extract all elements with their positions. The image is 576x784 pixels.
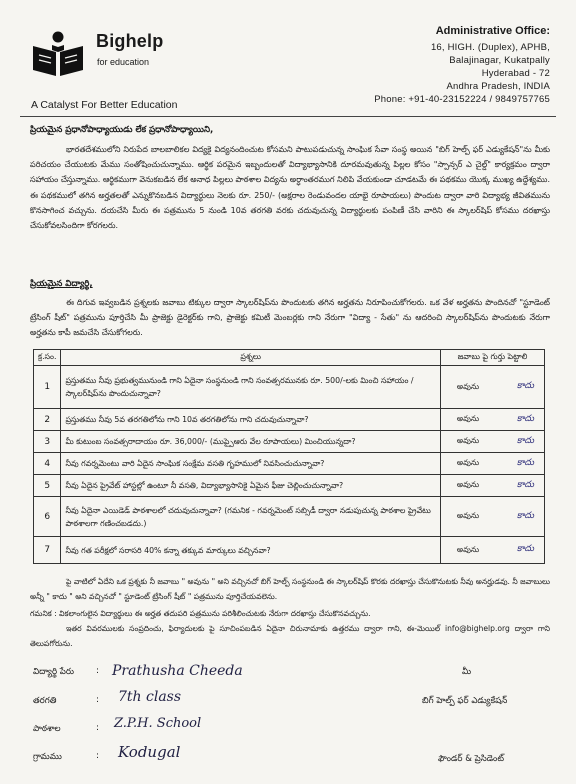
contact-note: [30, 621, 550, 653]
answer-mark[interactable]: కాదు: [516, 457, 534, 468]
answer-cell: [440, 453, 544, 475]
answer-cell: [440, 537, 544, 564]
student-name-label: విద్యార్థి పేరు: [33, 667, 74, 677]
signatory-role: ఫౌండర్ & ప్రెసిడెంట్: [438, 754, 504, 764]
student-salutation: ప్రియమైన విద్యార్థి,: [30, 279, 93, 289]
col-header-num: క్ర.సం.: [34, 350, 61, 366]
col-header-question: ప్రశ్నలు: [61, 350, 440, 366]
student-text: ఈ దిగువ ఇవ్వబడిన ప్రశ్నలకు జవాబు టిక్కుల ద్వారా స్కాలర్‌షిప్‌ను పొందుటకు తగిన అర్హతను నిరూపించుకోగలరు. ఒక వేళ అర్హతను పొందినచో "స్టూడెంట్ ట్రేసింగ్ షీట్" పత్రమును పూర్తిచేసి మీ ప్రాజెక్టు డైరెక్టర్‌కు గాని, ప్రాజెక్టు కమిటీ మెంబర్లకు గాని నేరుగా "విద్యా - సేతు" ను ఆదరించి స్కాలర్‌షిప్‌ను పొందుటకు నేరుగా అర్హతను కాపీ జమచేసి చేసుకోగలరు.: [30, 298, 550, 338]
table-row: [34, 366, 545, 409]
tagline: A Catalyst For Better Education: [31, 99, 178, 111]
row-number: 2: [34, 409, 61, 431]
note-text: పై వాటిలో ఏదేని ఒక ప్రశ్నకు నీ జవాబు " అవును " అని వచ్చినచో బిగ్ హెల్ప్ సంస్థనుండి ఈ స్కాలర్‌షిప్ కొరకు దరఖాస్తు చేసుకొనుటకు నీవు అనర్హుడవు. నీ జవాబులు అన్నీ " కాదు " అని వచ్చినచో " స్టూడెంట్ ట్రేసింగ్ షీట్ " పత్రమును పూర్తిచేయవలెను.: [30, 577, 550, 602]
office-phone: Phone: +91-40-23152224 / 9849757765: [374, 94, 550, 105]
row-number: 6: [34, 497, 61, 537]
eligibility-note: [30, 574, 550, 606]
office-line: Hyderabad - 72: [481, 68, 550, 79]
answer-yes[interactable]: అవును: [456, 381, 480, 391]
question-text: నీవు గత పరీక్షలో సరాసరి 40% కన్నా తక్కువ మార్కులు వచ్చినవా?: [61, 537, 440, 564]
office-title: Administrative Office:: [435, 25, 550, 37]
answer-yes[interactable]: అవును: [456, 480, 480, 489]
school-value[interactable]: Z.P.H. School: [114, 716, 202, 731]
answer-mark[interactable]: కాదు: [516, 544, 534, 554]
village-label: గ్రామము: [33, 752, 62, 762]
answer-yes[interactable]: అవును: [456, 511, 480, 520]
organization-name: బిగ్ హెల్ప్ ఫర్ ఎడ్యుకేషన్: [422, 696, 508, 706]
table-row: [34, 497, 545, 537]
question-text: నీవు ఏదైన ప్రైవేట్ హాస్టల్లో ఉంటూ నీ వసతి, విద్యాభ్యాసానికై ఏమైన ఫీజు చెల్లించుచున్నావా?: [61, 475, 440, 497]
row-number: 3: [34, 431, 61, 453]
answer-mark[interactable]: కాదు: [516, 510, 534, 521]
answer-yes[interactable]: అవును: [456, 414, 480, 423]
answer-mark[interactable]: కాదు: [516, 435, 534, 446]
colon: :: [96, 695, 100, 705]
table-row: [34, 409, 545, 431]
colon: :: [96, 666, 100, 676]
student-name-value[interactable]: Prathusha Cheeda: [112, 663, 243, 679]
office-address: [374, 25, 550, 106]
office-line: 16, HIGH. (Duplex), APHB,: [430, 42, 550, 53]
colon: :: [96, 723, 100, 733]
header-divider: [20, 116, 556, 117]
intro-paragraph: [30, 142, 550, 270]
school-label: పాఠశాల: [33, 724, 61, 734]
question-text: మీ కుటుంబ సంవత్సరాదాయం రూ. 36,000/- (ముప్పైఆరు వేల రూపాయలు) మించియున్నదా?: [61, 431, 440, 453]
question-text: ప్రస్తుతము నీవు 5వ తరగతిలోను గాని 10వ తరగతిలోను గాని చదువుచున్నావా?: [61, 409, 440, 431]
closing-word: మీ: [462, 667, 472, 677]
table-row: [34, 431, 545, 453]
disability-note: [30, 606, 550, 621]
question-text: నీవు ఏదైనా ఎయిడెడ్ పాఠశాలలో చదువుచున్నావా? (గమనిక - గవర్నమెంట్ సబ్సిడీ ద్వారా నడుపుచున్న పాఠశాల ప్రైవేటు పాఠశాలగా గణించబడదు.): [61, 497, 440, 537]
question-text: ప్రస్తుతము నీవు ప్రభుత్వమునుండి గాని ఏదైనా సంస్థనుండి గాని సంవత్సరమునకు రూ. 500/-లకు మించి సహాయం / స్కాలర్‌షిప్‌ను పొందుచున్నావా?: [61, 366, 440, 409]
question-text: నీవు గవర్నమెంటు వారి ఏదైన సాంఘిక సంక్షేమ వసతి గృహములో నివసించుచున్నావా?: [61, 453, 440, 475]
answer-mark[interactable]: కాదు: [516, 479, 534, 490]
answer-yes[interactable]: అవును: [456, 458, 480, 467]
answer-cell: [440, 409, 544, 431]
answer-yes[interactable]: అవును: [456, 544, 480, 554]
note-text: ఇతర వివరములకు సంప్రదించు, ఫిర్యాదులకు పై సూచింపబడిన ఏదైనా చిరునామాకు ఉత్తరము ద్వారా గాని, ఈ-మెయిల్ info@bighelp.org ద్వారా గాని తెలుపగోరును.: [30, 624, 550, 649]
colon: :: [96, 751, 100, 761]
answer-cell: [440, 366, 544, 409]
table-row: [34, 537, 545, 564]
village-value[interactable]: Kodugal: [118, 743, 181, 761]
row-number: 4: [34, 453, 61, 475]
student-paragraph: [30, 295, 550, 343]
eligibility-table: [33, 349, 545, 564]
answer-mark[interactable]: కాదు: [516, 413, 534, 424]
answer-cell: [440, 475, 544, 497]
brand-subtitle: for education: [97, 57, 150, 67]
table-row: [34, 475, 545, 497]
answer-yes[interactable]: అవును: [456, 436, 480, 445]
answer-cell: [440, 497, 544, 537]
class-value[interactable]: 7th class: [118, 689, 182, 705]
logo-icon: [30, 30, 86, 78]
table-row: [34, 453, 545, 475]
brand-name: Bighelp: [96, 31, 164, 51]
answer-cell: [440, 431, 544, 453]
row-number: 5: [34, 475, 61, 497]
note-text: గమనిక : వికలాంగులైన విద్యార్థులు ఈ అర్హత తదుపరి పత్రమును పరిశీలించుటకు నేరుగా దరఖాస్తు చేసుకొనవచ్చును.: [30, 609, 371, 618]
office-line: Balajinagar, Kukatpally: [449, 55, 550, 66]
salutation: ప్రియమైన ప్రధానోపాధ్యాయుడు లేక ప్రధానోపాధ్యాయిని,: [30, 125, 214, 135]
answer-mark[interactable]: కాదు: [516, 381, 534, 391]
table-header-row: [34, 350, 545, 366]
row-number: 7: [34, 537, 61, 564]
class-label: తరగతి: [33, 696, 57, 706]
col-header-answer: జవాబు పై గుర్తు పెట్టాలి: [440, 350, 544, 366]
intro-text: భారతదేశములోని నిరుపేద బాలబాలికల విద్యకై విద్యనందించుట కోసమని పాటుపడుచున్న సాంఘిక సేవా సంస్థ అయిన "బిగ్ హెల్ప్ ఫర్ ఎడ్యుకేషన్"ను మీకు పరిచయం చేయుటకు మేము సంతోషించుచున్నాము. ఆర్థిక పరమైన ఇబ్బందులతో విద్యాభ్యాసానికి దూరమవుతున్న పిల్లల కోసం "స్పాన్సర్ ఎ చైల్డ్" కార్యక్రమం ద్వారా సహాయం చేస్తున్నాము. ఆర్థికముగా వెనుకబడిన లేక అనాధ పిల్లలు పాఠశాల విద్యను అర్ధాంతరముగ నిలిపి వేయకుండా చూడటమే ఈ పథకము యొక్క ముఖ్య ఉద్దేశ్యము. ఈ పథకములో తగిన అర్హతలతో ఎన్నుకొనబడిన విద్యార్థులు నెలకు రూ. 250/- (అక్షరాల రెండువందల యాభై రూపాయలు) పొందుట ద్వారా వారి విద్యాభ్య జీవితమును కొనసాగించ వచ్చును. దయచేసి మీరు ఈ పత్రమును 5 నుండి 10వ తరగతి వరకు చదువుచున్న విద్యార్థులకు పంపిణీ చేసి వారిని ఈ స్కాలర్‌షిప్ కోసము దరఖాస్తు చేసుకోవలసిందిగా కోరగలరు.: [30, 145, 550, 231]
row-number: 1: [34, 366, 61, 409]
office-line: Andhra Pradesh, INDIA: [446, 81, 550, 92]
